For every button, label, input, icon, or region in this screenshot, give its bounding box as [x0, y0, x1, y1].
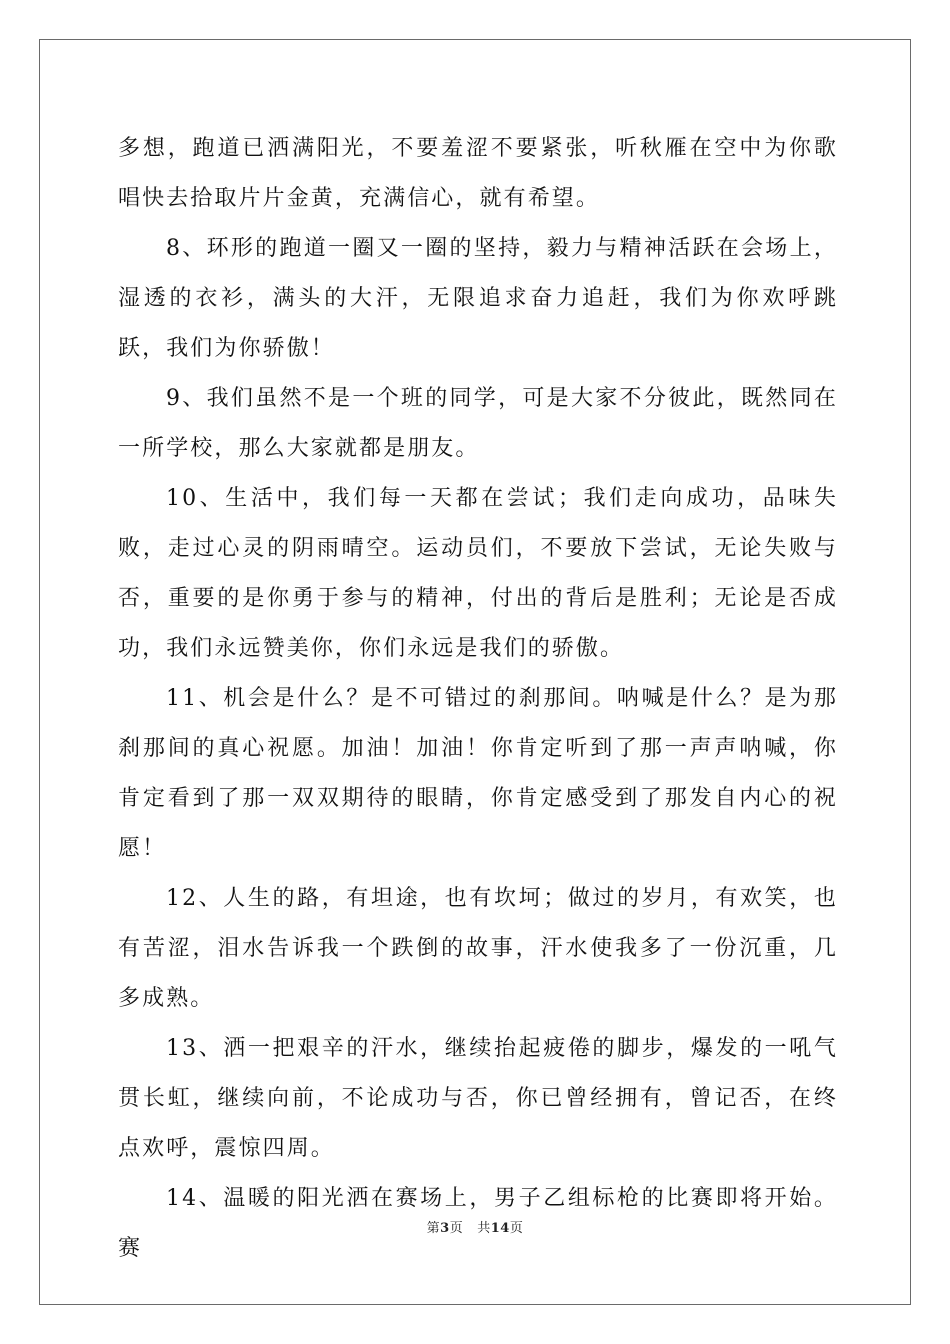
- paragraph-10: 10、生活中，我们每一天都在尝试；我们走向成功，品味失败，走过心灵的阴雨晴空。运动员们，不要放下尝试，无论失败与否，重要的是你勇于参与的精神，付出的背后是胜利；无论是否成功，我们永远赞美你，你们永远是我们的骄傲。: [118, 486, 838, 661]
- total-prefix: 共: [477, 1221, 491, 1236]
- paragraph-8: 8、环形的跑道一圈又一圈的坚持，毅力与精神活跃在会场上，湿透的衣衫，满头的大汗，无限追求奋力追赶，我们为你欢呼跳跃，我们为你骄傲！: [118, 236, 838, 361]
- paragraph-1: 多想，跑道已洒满阳光，不要羞涩不要紧张，听秋雁在空中为你歌唱快去拾取片片金黄，充满信心，就有希望。: [118, 136, 838, 211]
- page-number: 3: [440, 1221, 450, 1236]
- paragraph-9: 9、我们虽然不是一个班的同学，可是大家不分彼此，既然同在一所学校，那么大家就都是朋友。: [118, 386, 838, 461]
- document-body: [118, 124, 838, 1274]
- page-prefix: 第: [426, 1221, 441, 1236]
- page-suffix: 页: [449, 1221, 464, 1236]
- total-suffix: 页: [509, 1221, 524, 1236]
- page-footer: [0, 1220, 950, 1238]
- paragraph-12: 12、人生的路，有坦途，也有坎坷；做过的岁月，有欢笑，也有苦涩，泪水告诉我一个跌倒的故事，汗水使我多了一份沉重，几多成熟。: [118, 886, 838, 1011]
- paragraph-13: 13、洒一把艰辛的汗水，继续抬起疲倦的脚步，爆发的一吼气贯长虹，继续向前，不论成功与否，你已曾经拥有，曾记否，在终点欢呼，震惊四周。: [118, 1036, 838, 1161]
- paragraph-11: 11、机会是什么？是不可错过的刹那间。呐喊是什么？是为那刹那间的真心祝愿。加油！加油！你肯定听到了那一声声呐喊，你肯定看到了那一双双期待的眼睛，你肯定感受到了那发自内心的祝愿！: [118, 686, 838, 861]
- total-pages: 14: [490, 1221, 510, 1236]
- paragraph-14: 14、温暖的阳光洒在赛场上，男子乙组标枪的比赛即将开始。赛: [118, 1186, 838, 1261]
